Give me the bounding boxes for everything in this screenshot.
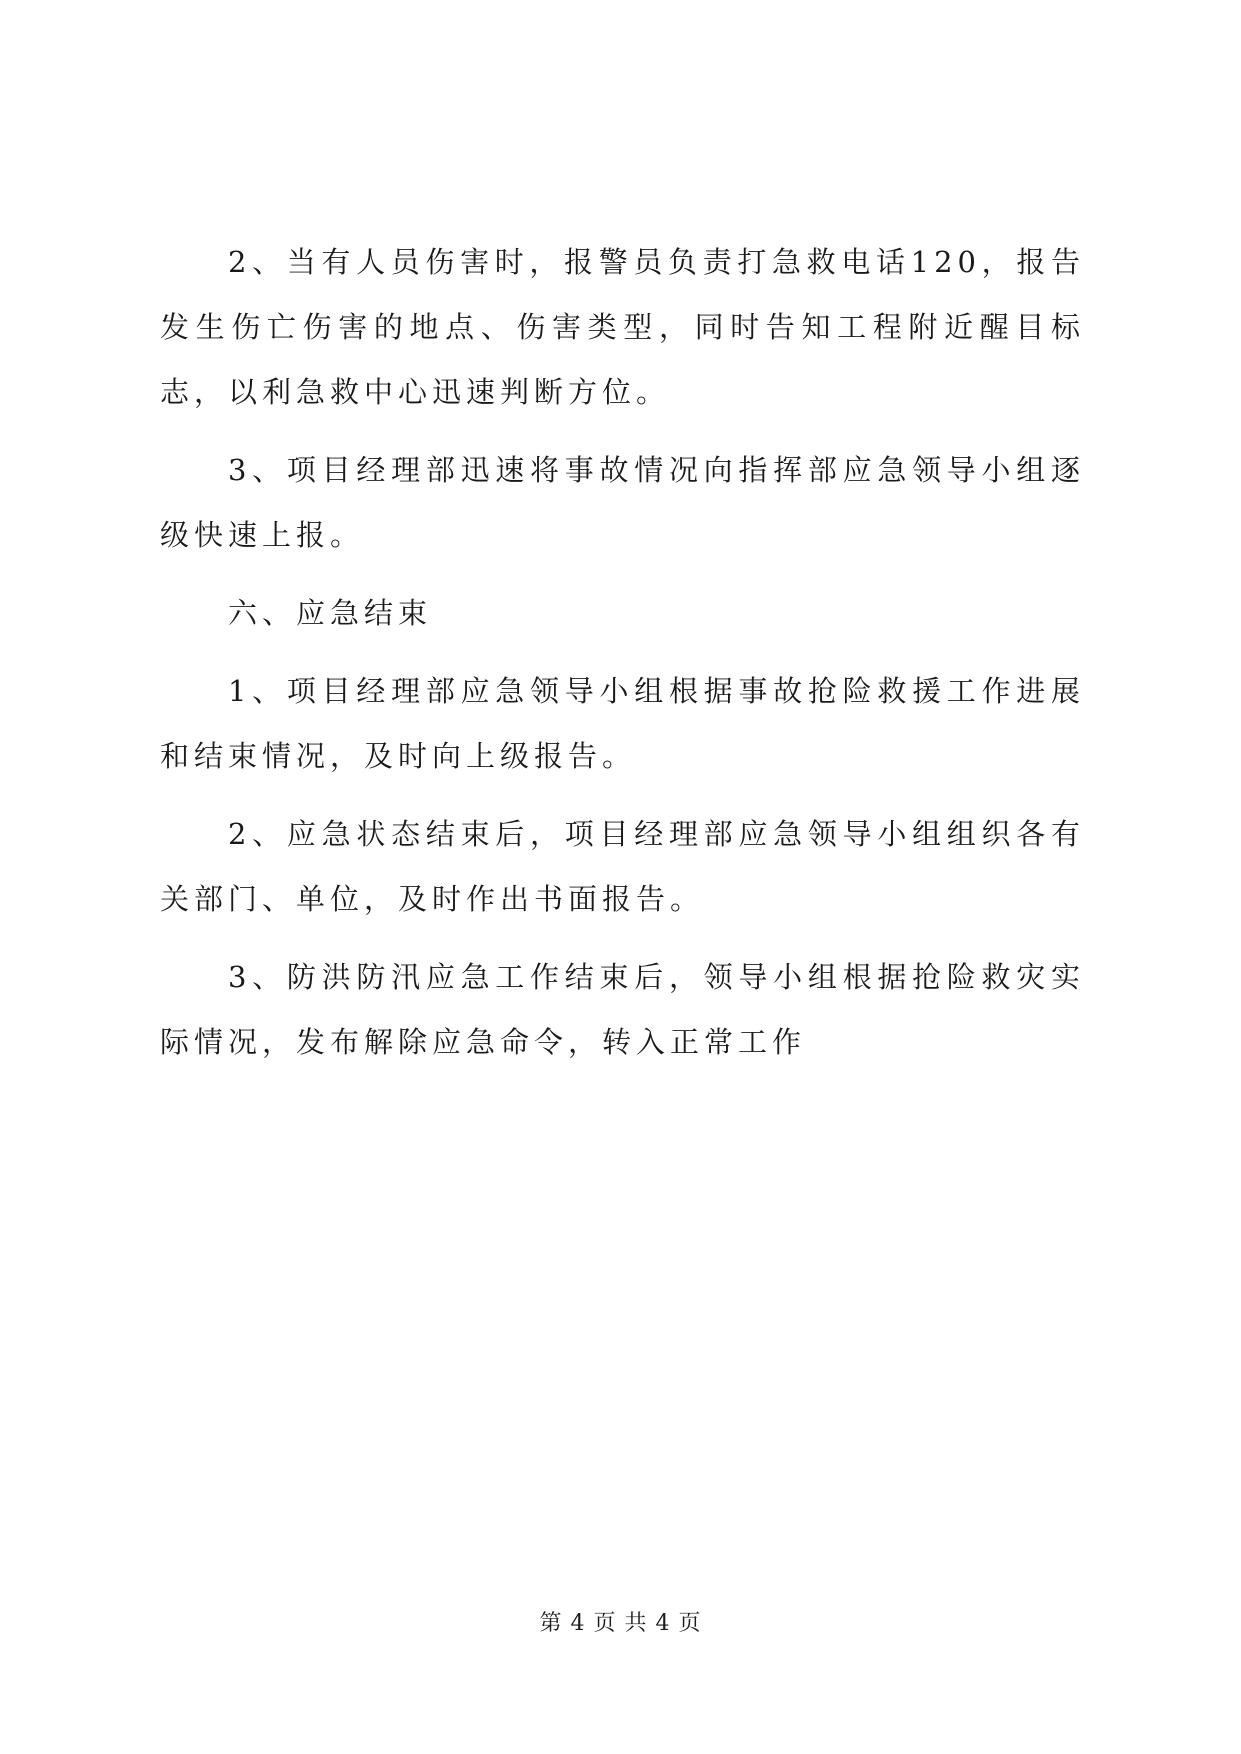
paragraph-end-report: 1、项目经理部应急领导小组根据事故抢险救援工作进展和结束情况，及时向上级报告。 [160, 674, 1085, 773]
document-body [160, 230, 1085, 1088]
paragraph-escalation-report: 3、项目经理部迅速将事故情况向指挥部应急领导小组逐级快速上报。 [160, 453, 1085, 552]
paragraph-written-report: 2、应急状态结束后，项目经理部应急领导小组组织各有关部门、单位，及时作出书面报告。 [160, 817, 1085, 916]
paragraph-normal-work: 3、防洪防汛应急工作结束后，领导小组根据抢险救灾实际情况，发布解除应急命令，转入正常工作 [160, 960, 1085, 1059]
section-heading-emergency-end: 六、应急结束 [228, 596, 433, 630]
page-number-footer: 第 4 页 共 4 页 [539, 1611, 702, 1636]
paragraph-injury-report: 2、当有人员伤害时，报警员负责打急救电话120，报告发生伤亡伤害的地点、伤害类型，同时告知工程附近醒目标志，以利急救中心迅速判断方位。 [160, 245, 1085, 409]
